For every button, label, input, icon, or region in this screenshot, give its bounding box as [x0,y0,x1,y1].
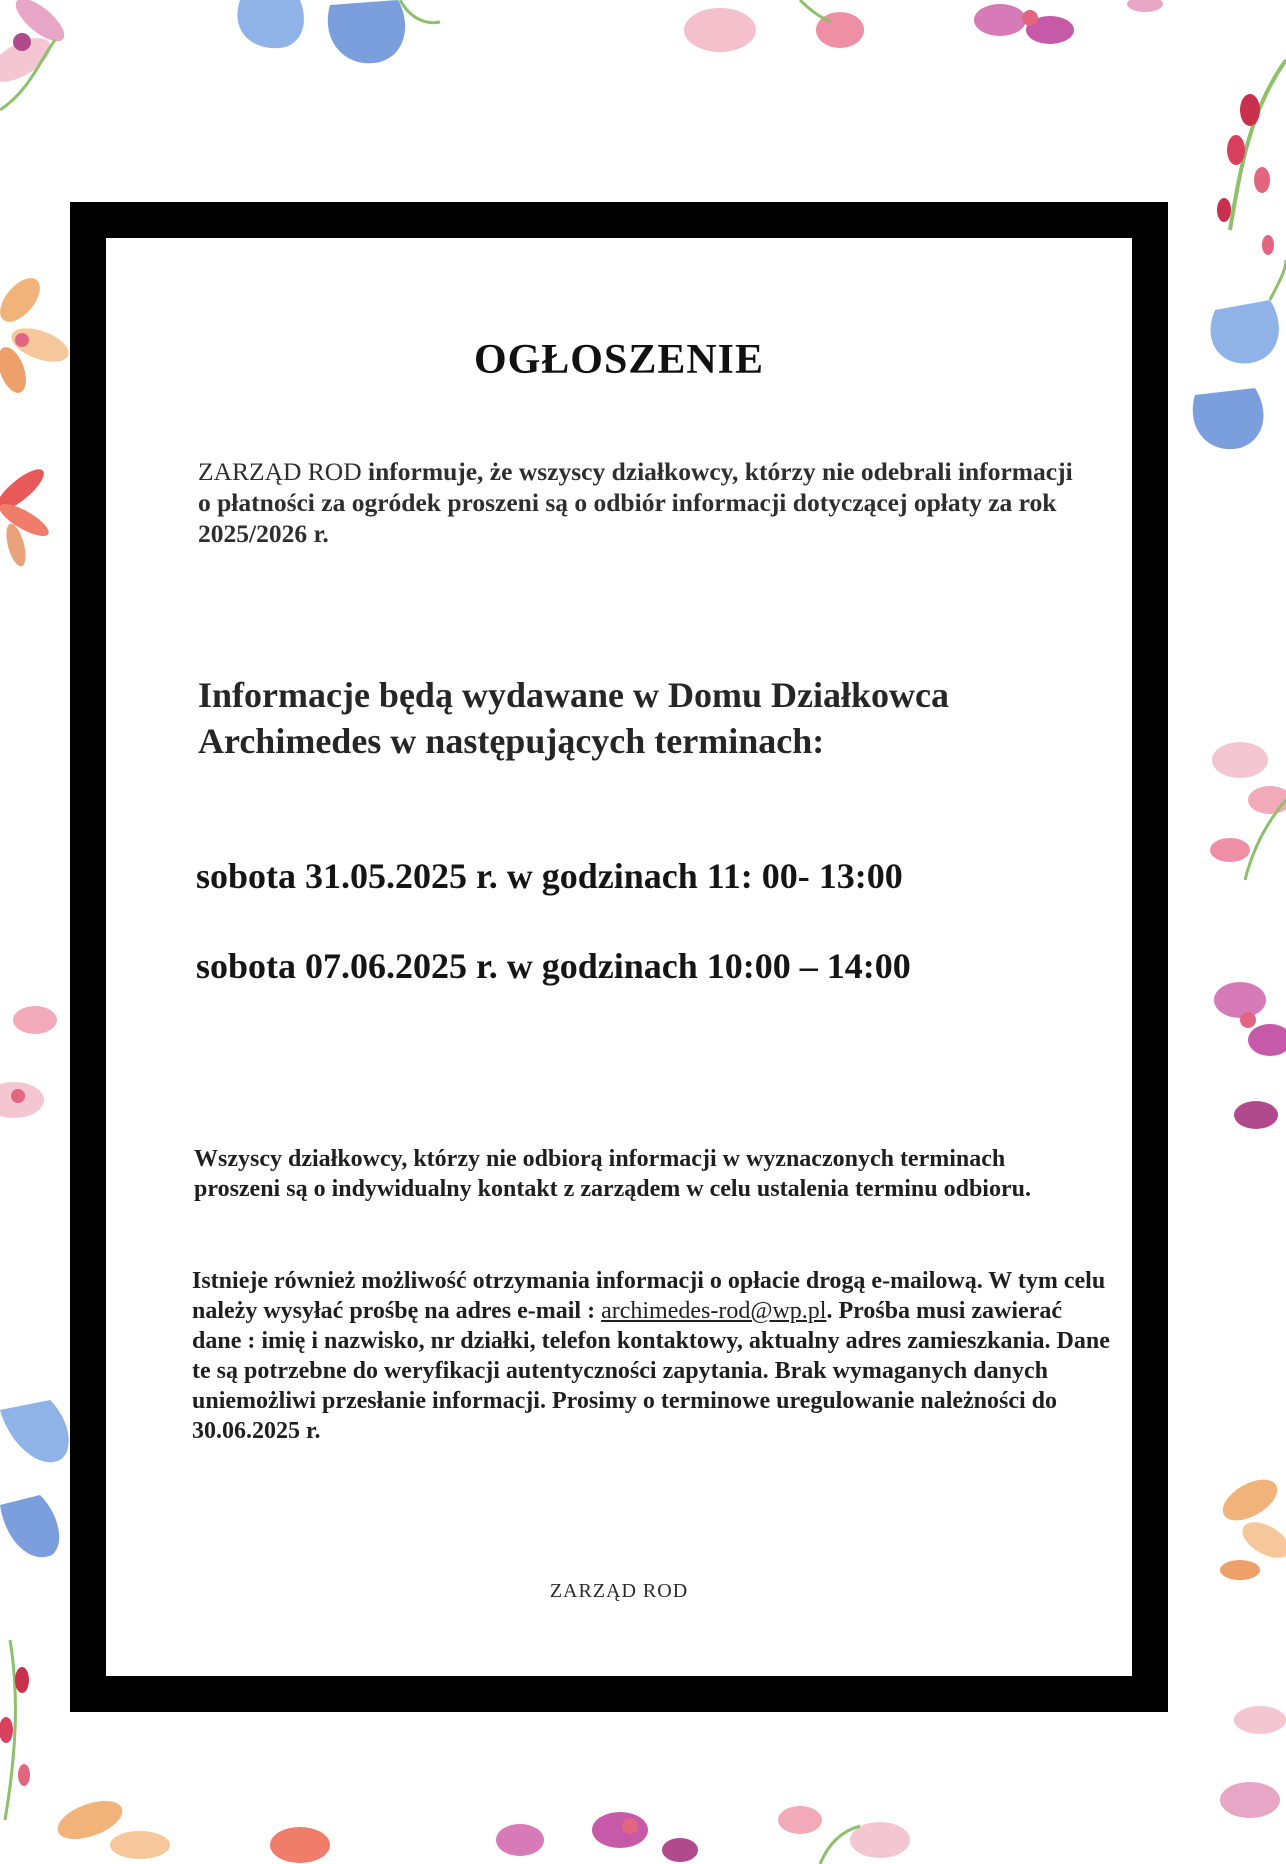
bellflower-icon [0,1400,69,1557]
orchid-icon [1214,982,1286,1129]
orchid-icon [974,0,1163,44]
orchid-icon [496,1812,698,1862]
branch-icon [1217,60,1286,255]
email-requirements: . Prośba musi zawierać dane : imię i nazwisko, nr działki, telefon kontaktowy, aktualny adres zamieszkania. Dane te są potrzebne do weryfikacji autentyczności zapytania. Brak wymaganych danych uniemożliwi przesłanie informacji. Prosimy o terminowe uregulowanie należności do 30.06.2025 r. [192,1298,1110,1444]
flower-icon [1220,1706,1286,1818]
flower-icon [0,271,73,397]
email-paragraph [192,1266,1112,1446]
notice-sheet [106,238,1132,1676]
bellflower-icon [1193,260,1286,449]
flower-icon [1210,742,1286,880]
flower-icon [0,0,71,110]
email-intro: Istnieje również możliwość otrzymania informacji o opłacie drogą e-mailową. W tym celu należy wysyłać prośbę na adres e-mail : [192,1268,1106,1324]
intro-text: informuje, że wszyscy działkowcy, którzy nie odebrali informacji o płatności za ogródek proszeni są o odbiór informacji dotyczącej opłaty za rok 2025/2026 r. [198,457,1073,548]
contact-note: Wszyscy działkowcy, którzy nie odbiorą informacji w wyznaczonych terminach proszeni są o indywidualny kontakt z zarządem w celu ustalenia terminu odbioru. [194,1146,1031,1202]
location-line: Informacje będą wydawane w Domu Działkowca [198,675,949,715]
flower-icon [1216,1471,1286,1580]
email-link[interactable]: archimedes-rod@wp.pl [601,1298,827,1324]
bellflower-icon [237,0,440,63]
intro-lead: ZARZĄD ROD [198,457,362,486]
location-line: Archimedes w następujących terminach: [198,721,825,761]
branch-icon [0,1640,30,1820]
signature: ZARZĄD ROD [549,1580,689,1602]
date-item: sobota 31.05.2025 r. w godzinach 11: 00- 13:00 [196,856,903,896]
notice-frame [70,202,1168,1712]
location-paragraph [198,672,1078,764]
flower-icon [684,0,864,52]
page-title: OGŁOSZENIE [473,337,765,383]
date-item: sobota 07.06.2025 r. w godzinach 10:00 – 14:00 [196,946,911,986]
flower-icon [0,463,53,568]
flower-icon [53,1793,330,1863]
flower-icon [778,1806,910,1864]
flower-icon [0,1006,57,1118]
intro-paragraph [198,456,1078,549]
